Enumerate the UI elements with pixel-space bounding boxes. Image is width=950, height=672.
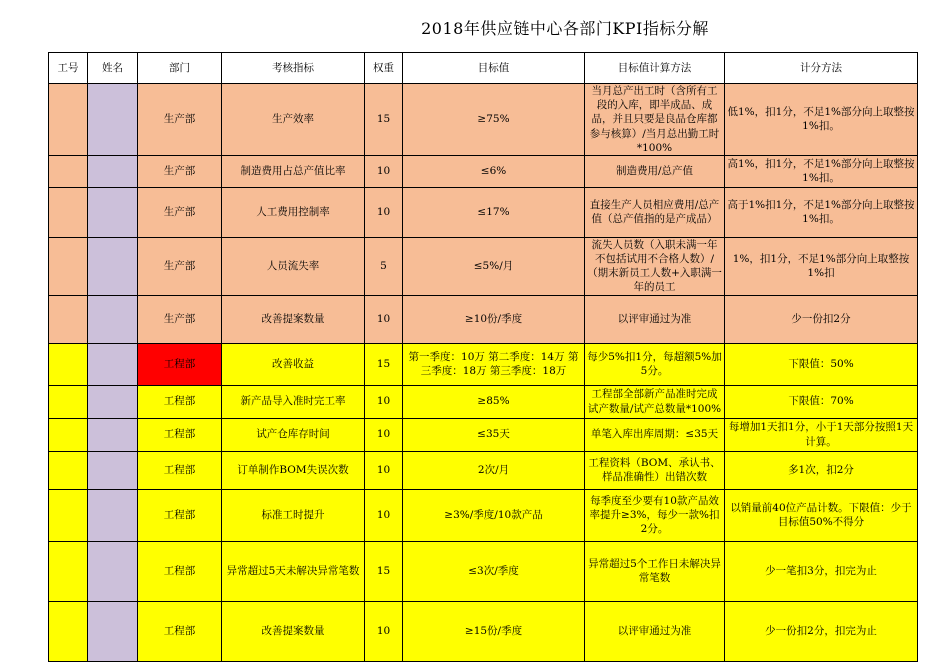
employee-id-cell[interactable]: [49, 155, 88, 187]
dept-cell: 工程部: [138, 385, 222, 418]
target-cell: 2次/月: [403, 451, 585, 489]
score-method-cell: 每增加1天扣1分，小于1天部分按照1天计算。: [725, 418, 918, 451]
score-method-cell: 高1%，扣1分，不足1%部分向上取整按1%扣。: [725, 155, 918, 187]
weight-cell: 10: [365, 295, 403, 343]
employee-id-cell[interactable]: [49, 541, 88, 601]
calc-method-cell: 直接生产人员相应费用/总产值（总产值指的是产成品）: [585, 187, 725, 237]
employee-id-cell[interactable]: [49, 343, 88, 385]
weight-cell: 10: [365, 418, 403, 451]
score-method-cell: 高于1%扣1分，不足1%部分向上取整按1%扣。: [725, 187, 918, 237]
calc-method-cell: 每季度至少要有10款产品效率提升≥3%，每少一款%扣2分。: [585, 489, 725, 541]
target-cell: ≤17%: [403, 187, 585, 237]
employee-id-cell[interactable]: [49, 451, 88, 489]
dept-cell: 生产部: [138, 155, 222, 187]
weight-cell: 10: [365, 601, 403, 661]
table-row: [49, 451, 918, 489]
calc-method-cell: 流失人员数（入职未满一年不包括试用不合格人数）/（期末新员工人数+入职满一年的员工: [585, 237, 725, 295]
calc-method-cell: 以评审通过为准: [585, 295, 725, 343]
target-cell: 第一季度：10万 第二季度：14万 第三季度：18万 第三季度：18万: [403, 343, 585, 385]
employee-name-cell[interactable]: [88, 418, 138, 451]
calc-method-cell: 当月总产出工时（含所有工段的入库，即半成品、成品，并且只要是良品仓库都参与核算）/当月总出勤工时*100%: [585, 84, 725, 156]
employee-id-cell[interactable]: [49, 418, 88, 451]
score-method-cell: 少一份扣2分: [725, 295, 918, 343]
target-cell: ≥10份/季度: [403, 295, 585, 343]
weight-cell: 10: [365, 385, 403, 418]
indicator-cell: 试产仓库存时间: [222, 418, 365, 451]
score-method-cell: 1%，扣1分，不足1%部分向上取整按1%扣: [725, 237, 918, 295]
dept-cell: 工程部: [138, 451, 222, 489]
dept-cell: 生产部: [138, 84, 222, 156]
indicator-cell: 标准工时提升: [222, 489, 365, 541]
target-cell: ≤6%: [403, 155, 585, 187]
table-row: [49, 237, 918, 295]
employee-name-cell[interactable]: [88, 385, 138, 418]
employee-id-cell[interactable]: [49, 601, 88, 661]
kpi-table: [48, 52, 918, 662]
col-header-indicator: 考核指标: [222, 53, 365, 84]
indicator-cell: 人工费用控制率: [222, 187, 365, 237]
indicator-cell: 生产效率: [222, 84, 365, 156]
indicator-cell: 改善提案数量: [222, 601, 365, 661]
score-method-cell: 下限值：50%: [725, 343, 918, 385]
dept-cell: 工程部: [138, 418, 222, 451]
employee-name-cell[interactable]: [88, 84, 138, 156]
col-header-id: 工号: [49, 53, 88, 84]
score-method-cell: 少一笔扣3分，扣完为止: [725, 541, 918, 601]
employee-id-cell[interactable]: [49, 187, 88, 237]
score-method-cell: 低1%，扣1分，不足1%部分向上取整按1%扣。: [725, 84, 918, 156]
table-row: [49, 541, 918, 601]
employee-name-cell[interactable]: [88, 155, 138, 187]
table-row: [49, 418, 918, 451]
table-row: [49, 343, 918, 385]
employee-name-cell[interactable]: [88, 601, 138, 661]
weight-cell: 15: [365, 84, 403, 156]
indicator-cell: 改善收益: [222, 343, 365, 385]
employee-name-cell[interactable]: [88, 343, 138, 385]
calc-method-cell: 异常超过5个工作日未解决异常笔数: [585, 541, 725, 601]
page-title: 2018年供应链中心各部门KPI指标分解: [421, 19, 709, 38]
col-header-dept: 部门: [138, 53, 222, 84]
dept-cell: 工程部: [138, 541, 222, 601]
weight-cell: 15: [365, 541, 403, 601]
employee-id-cell[interactable]: [49, 489, 88, 541]
employee-id-cell[interactable]: [49, 84, 88, 156]
employee-name-cell[interactable]: [88, 451, 138, 489]
table-row: [49, 84, 918, 156]
indicator-cell: 人员流失率: [222, 237, 365, 295]
indicator-cell: 制造费用占总产值比率: [222, 155, 365, 187]
weight-cell: 5: [365, 237, 403, 295]
calc-method-cell: 工程部全部新产品准时完成试产数量/试产总数量*100%: [585, 385, 725, 418]
table-row: [49, 187, 918, 237]
dept-cell: 工程部: [138, 343, 222, 385]
col-header-name: 姓名: [88, 53, 138, 84]
target-cell: ≤35天: [403, 418, 585, 451]
table-row: [49, 601, 918, 661]
col-header-score: 计分方法: [725, 53, 918, 84]
col-header-target: 目标值: [403, 53, 585, 84]
employee-name-cell[interactable]: [88, 541, 138, 601]
employee-name-cell[interactable]: [88, 237, 138, 295]
target-cell: ≤3次/季度: [403, 541, 585, 601]
employee-name-cell[interactable]: [88, 187, 138, 237]
target-cell: ≥15份/季度: [403, 601, 585, 661]
target-cell: ≥85%: [403, 385, 585, 418]
indicator-cell: 异常超过5天未解决异常笔数: [222, 541, 365, 601]
employee-id-cell[interactable]: [49, 237, 88, 295]
weight-cell: 10: [365, 187, 403, 237]
calc-method-cell: 单笔入库出库周期：≤35天: [585, 418, 725, 451]
calc-method-cell: 工程资料（BOM、承认书、样品准确性）出错次数: [585, 451, 725, 489]
dept-cell: 生产部: [138, 237, 222, 295]
weight-cell: 15: [365, 343, 403, 385]
employee-name-cell[interactable]: [88, 489, 138, 541]
indicator-cell: 订单制作BOM失误次数: [222, 451, 365, 489]
header-row: [49, 53, 918, 84]
calc-method-cell: 制造费用/总产值: [585, 155, 725, 187]
target-cell: ≥3%/季度/10款产品: [403, 489, 585, 541]
score-method-cell: 以销量前40位产品计数。下限值：少于目标值50%不得分: [725, 489, 918, 541]
table-row: [49, 489, 918, 541]
weight-cell: 10: [365, 489, 403, 541]
dept-cell: 生产部: [138, 295, 222, 343]
dept-cell: 生产部: [138, 187, 222, 237]
indicator-cell: 新产品导入准时完工率: [222, 385, 365, 418]
employee-name-cell[interactable]: [88, 295, 138, 343]
table-row: [49, 385, 918, 418]
calc-method-cell: 以评审通过为准: [585, 601, 725, 661]
score-method-cell: 多1次，扣2分: [725, 451, 918, 489]
dept-cell: 工程部: [138, 489, 222, 541]
score-method-cell: 少一份扣2分，扣完为止: [725, 601, 918, 661]
dept-cell: 工程部: [138, 601, 222, 661]
weight-cell: 10: [365, 155, 403, 187]
calc-method-cell: 每少5%扣1分，每超额5%加5分。: [585, 343, 725, 385]
table-row: [49, 155, 918, 187]
col-header-weight: 权重: [365, 53, 403, 84]
indicator-cell: 改善提案数量: [222, 295, 365, 343]
target-cell: ≥75%: [403, 84, 585, 156]
weight-cell: 10: [365, 451, 403, 489]
col-header-calc: 目标值计算方法: [585, 53, 725, 84]
employee-id-cell[interactable]: [49, 295, 88, 343]
score-method-cell: 下限值：70%: [725, 385, 918, 418]
target-cell: ≤5%/月: [403, 237, 585, 295]
employee-id-cell[interactable]: [49, 385, 88, 418]
table-row: [49, 295, 918, 343]
